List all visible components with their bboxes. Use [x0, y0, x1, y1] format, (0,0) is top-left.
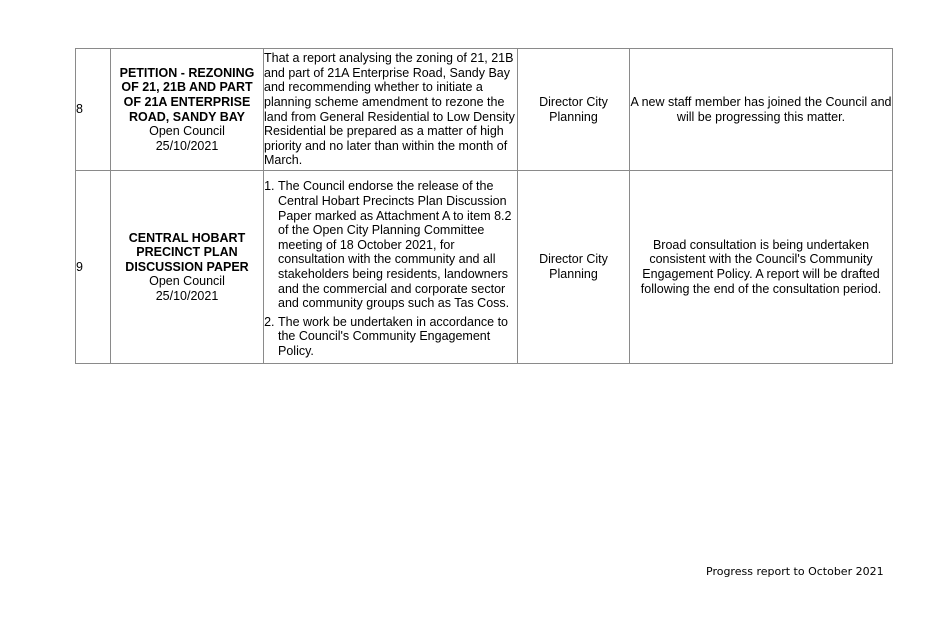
responsible-officer: Director City Planning: [518, 49, 630, 171]
item-title: CENTRAL HOBART PRECINCT PLAN DISCUSSION PAPER: [125, 230, 249, 274]
resolution-cell: [264, 171, 518, 364]
resolution-list: [264, 179, 517, 358]
meeting-type: Open Council: [149, 274, 225, 289]
progress-comment: A new staff member has joined the Council and will be progressing this matter.: [630, 49, 893, 171]
responsible-officer: Director City Planning: [518, 171, 630, 364]
item-title: PETITION - REZONING OF 21, 21B AND PART OF 21A ENTERPRISE ROAD, SANDY BAY: [119, 65, 255, 124]
page-footer: Progress report to October 2021: [706, 565, 884, 578]
progress-comment: Broad consultation is being undertaken consistent with the Council's Community Engagement Policy. A report will be drafted following the end of the consultation period.: [630, 171, 893, 364]
meeting-type: Open Council: [149, 124, 225, 139]
table-row: [76, 171, 893, 364]
resolution-item: 1. The Council endorse the release of the Central Hobart Precincts Plan Discussion Paper marked as Attachment A to item 8.2 of the Open City Planning Committee meeting of 18 October 2021, for consultation with the community and all stakeholders being residents, landowners and the commercial and corporate sector and community groups such as Tas Coss.: [278, 179, 517, 310]
item-number: 8: [76, 49, 111, 171]
resolution-item: 2. The work be undertaken in accordance to the Council's Community Engagement Policy.: [278, 315, 517, 359]
item-number: 9: [76, 171, 111, 364]
meeting-date: 25/10/2021: [155, 138, 219, 153]
resolution-text: That a report analysing the zoning of 21, 21B and part of 21A Enterprise Road, Sandy Bay and recommending whether to initiate a planning scheme amendment to rezone the land from General Residential to Low Density Residential be prepared as a matter of high priority and no later than within the month of March.: [264, 51, 515, 168]
item-title-cell: [111, 49, 264, 171]
table-row: [76, 49, 893, 171]
resolution-cell: [264, 49, 518, 171]
item-title-cell: [111, 171, 264, 364]
progress-report-table: [75, 48, 893, 364]
meeting-date: 25/10/2021: [155, 288, 219, 303]
